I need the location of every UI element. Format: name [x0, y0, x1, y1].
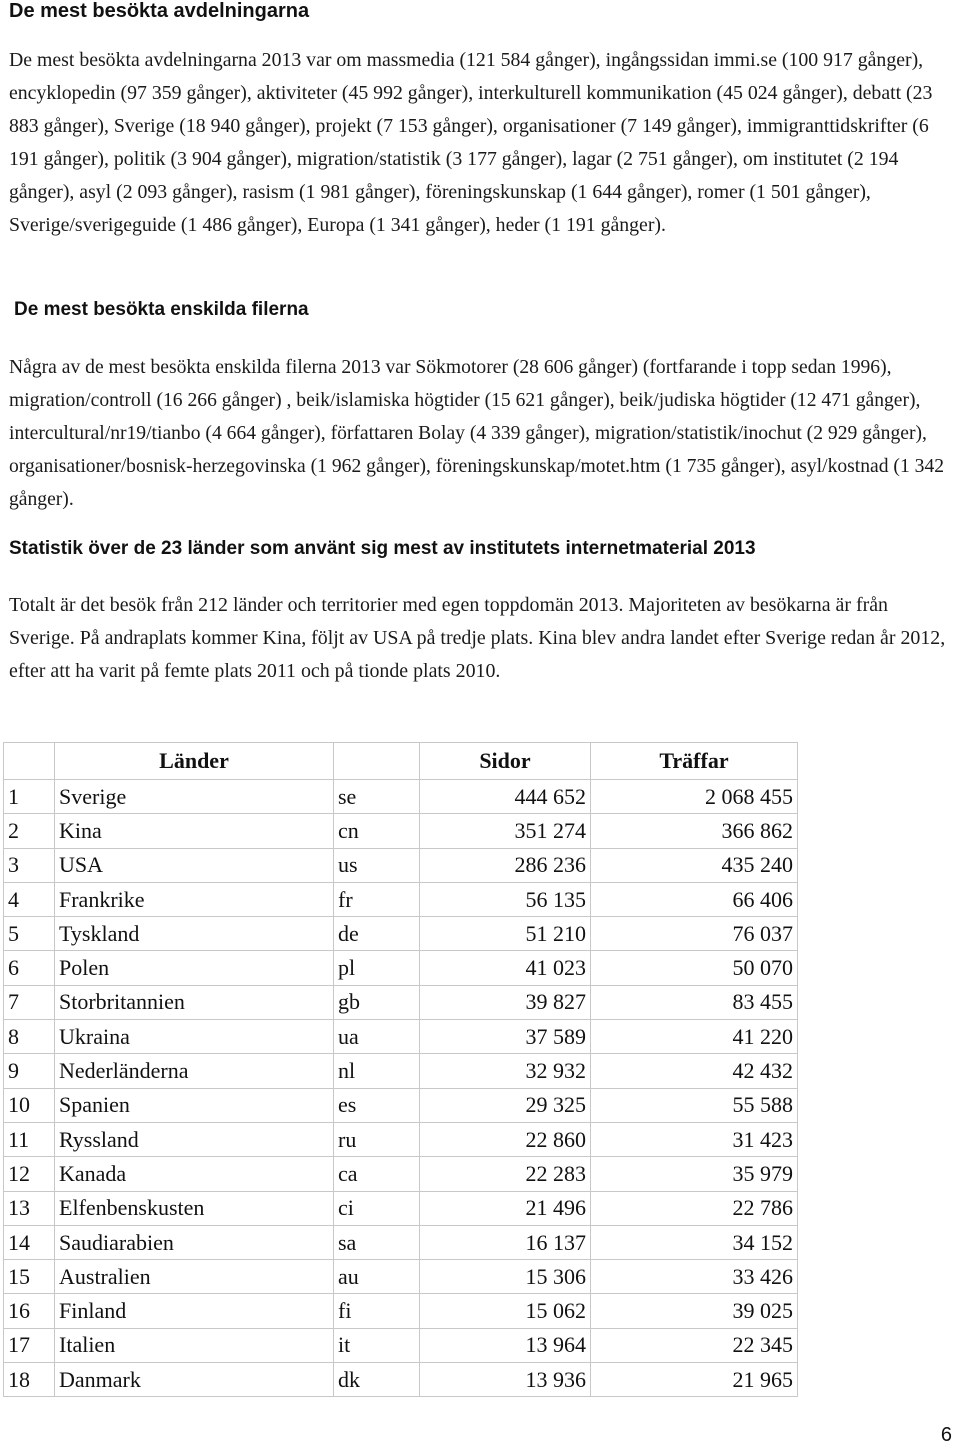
cell-rank: 15	[4, 1260, 55, 1294]
cell-pages: 13 936	[420, 1363, 591, 1397]
countries-table	[3, 742, 798, 1397]
table-row	[4, 1122, 798, 1156]
cell-hits: 22 786	[591, 1191, 798, 1225]
table-header-row	[4, 743, 798, 780]
cell-code: it	[334, 1328, 420, 1362]
table-row	[4, 917, 798, 951]
cell-rank: 17	[4, 1328, 55, 1362]
cell-code: au	[334, 1260, 420, 1294]
table-row	[4, 1020, 798, 1054]
cell-rank: 9	[4, 1054, 55, 1088]
cell-code: dk	[334, 1363, 420, 1397]
cell-hits: 33 426	[591, 1260, 798, 1294]
cell-hits: 34 152	[591, 1225, 798, 1259]
cell-rank: 5	[4, 917, 55, 951]
cell-country: Frankrike	[55, 882, 334, 916]
cell-code: se	[334, 780, 420, 814]
cell-rank: 14	[4, 1225, 55, 1259]
cell-code: nl	[334, 1054, 420, 1088]
table-row	[4, 848, 798, 882]
header-code	[334, 743, 420, 780]
cell-code: ru	[334, 1122, 420, 1156]
table-row	[4, 1088, 798, 1122]
cell-hits: 31 423	[591, 1122, 798, 1156]
cell-rank: 3	[4, 848, 55, 882]
page-number: 6	[940, 1424, 952, 1446]
cell-hits: 83 455	[591, 985, 798, 1019]
cell-hits: 435 240	[591, 848, 798, 882]
cell-hits: 55 588	[591, 1088, 798, 1122]
section-heading-files: De mest besökta enskilda filerna	[14, 299, 309, 320]
cell-pages: 21 496	[420, 1191, 591, 1225]
cell-country: Kanada	[55, 1157, 334, 1191]
table-row	[4, 1191, 798, 1225]
cell-hits: 66 406	[591, 882, 798, 916]
table-row	[4, 985, 798, 1019]
cell-rank: 16	[4, 1294, 55, 1328]
cell-country: Polen	[55, 951, 334, 985]
cell-pages: 13 964	[420, 1328, 591, 1362]
cell-code: us	[334, 848, 420, 882]
cell-rank: 13	[4, 1191, 55, 1225]
cell-pages: 22 283	[420, 1157, 591, 1191]
cell-rank: 18	[4, 1363, 55, 1397]
table-body	[4, 780, 798, 1397]
cell-code: fi	[334, 1294, 420, 1328]
table-row	[4, 1157, 798, 1191]
cell-rank: 7	[4, 985, 55, 1019]
table-row	[4, 1054, 798, 1088]
header-hits: Träffar	[591, 743, 798, 780]
cell-hits: 50 070	[591, 951, 798, 985]
cell-pages: 351 274	[420, 814, 591, 848]
cell-pages: 15 306	[420, 1260, 591, 1294]
cell-rank: 2	[4, 814, 55, 848]
cell-country: Ukraina	[55, 1020, 334, 1054]
paragraph-files: Några av de mest besökta enskilda filerna 2013 var Sökmotorer (28 606 gånger) (fortfarande i topp sedan 1996), migration/controll (16 266 gånger) , beik/islamiska högtider (15 621 gånger), beik/judiska högtider (12 471 gånger), intercultural/nr19/tianbo (4 664 gånger), författaren Bolay (4 339 gånger), migration/statistik/inochut (2 929 gånger), organisationer/bosnisk-herzegovinska (1 962 gånger), föreningskunskap/motet.htm (1 735 gånger), asyl/kostnad (1 342 gånger).	[9, 357, 945, 510]
cell-pages: 16 137	[420, 1225, 591, 1259]
paragraph-departments: De mest besökta avdelningarna 2013 var om massmedia (121 584 gånger), ingångssidan immi.se (100 917 gånger), encyklopedin (97 359 gånger), aktiviteter (45 992 gånger), interkulturell kommunikation (45 024 gånger), debatt (23 883 gånger), Sverige (18 940 gånger), projekt (7 153 gånger), organisationer (7 149 gånger), immigranttidskrifter (6 191 gånger), politik (3 904 gånger), migration/statistik (3 177 gånger), lagar (2 751 gånger), om institutet (2 194 gånger), asyl (2 093 gånger), rasism (1 981 gånger), föreningskunskap (1 644 gånger), romer (1 501 gånger), Sverige/sverigeguide (1 486 gånger), Europa (1 341 gånger), heder (1 191 gånger).	[9, 49, 933, 236]
cell-rank: 11	[4, 1122, 55, 1156]
cell-country: Storbritannien	[55, 985, 334, 1019]
cell-rank: 1	[4, 780, 55, 814]
cell-country: Australien	[55, 1260, 334, 1294]
table-row	[4, 780, 798, 814]
cell-code: cn	[334, 814, 420, 848]
paragraph-statistics: Totalt är det besök från 212 länder och territorier med egen toppdomän 2013. Majoriteten av besökarna är från Sverige. På andraplats kommer Kina, följt av USA på tredje plats. Kina blev andra landet efter Sverige redan år 2012, efter att ha varit på femte plats 2011 och på tionde plats 2010.	[9, 594, 946, 682]
cell-country: USA	[55, 848, 334, 882]
cell-rank: 12	[4, 1157, 55, 1191]
header-pages: Sidor	[420, 743, 591, 780]
table-row	[4, 882, 798, 916]
cell-pages: 51 210	[420, 917, 591, 951]
header-country: Länder	[55, 743, 334, 780]
cell-hits: 42 432	[591, 1054, 798, 1088]
cell-country: Tyskland	[55, 917, 334, 951]
cell-code: fr	[334, 882, 420, 916]
cell-code: es	[334, 1088, 420, 1122]
cell-pages: 32 932	[420, 1054, 591, 1088]
cell-pages: 56 135	[420, 882, 591, 916]
cell-hits: 76 037	[591, 917, 798, 951]
cell-hits: 21 965	[591, 1363, 798, 1397]
cell-country: Italien	[55, 1328, 334, 1362]
cell-hits: 22 345	[591, 1328, 798, 1362]
table-row	[4, 1328, 798, 1362]
cell-pages: 444 652	[420, 780, 591, 814]
cell-code: ci	[334, 1191, 420, 1225]
cell-hits: 41 220	[591, 1020, 798, 1054]
table-row	[4, 1260, 798, 1294]
cell-pages: 22 860	[420, 1122, 591, 1156]
table-row	[4, 1363, 798, 1397]
table-row	[4, 1294, 798, 1328]
cell-hits: 366 862	[591, 814, 798, 848]
cell-rank: 6	[4, 951, 55, 985]
cell-rank: 8	[4, 1020, 55, 1054]
cell-pages: 37 589	[420, 1020, 591, 1054]
cell-code: de	[334, 917, 420, 951]
cell-code: gb	[334, 985, 420, 1019]
table-row	[4, 951, 798, 985]
cell-hits: 35 979	[591, 1157, 798, 1191]
cell-code: sa	[334, 1225, 420, 1259]
cell-country: Nederländerna	[55, 1054, 334, 1088]
cell-rank: 10	[4, 1088, 55, 1122]
section-heading-departments: De mest besökta avdelningarna	[9, 0, 310, 22]
cell-country: Spanien	[55, 1088, 334, 1122]
table-row	[4, 1225, 798, 1259]
cell-pages: 41 023	[420, 951, 591, 985]
cell-hits: 39 025	[591, 1294, 798, 1328]
cell-country: Sverige	[55, 780, 334, 814]
cell-country: Danmark	[55, 1363, 334, 1397]
cell-pages: 286 236	[420, 848, 591, 882]
header-rank	[4, 743, 55, 780]
cell-code: ua	[334, 1020, 420, 1054]
cell-country: Saudiarabien	[55, 1225, 334, 1259]
cell-country: Finland	[55, 1294, 334, 1328]
cell-country: Kina	[55, 814, 334, 848]
section-heading-statistics: Statistik över de 23 länder som använt sig mest av institutets internetmaterial 2013	[9, 538, 756, 559]
cell-pages: 39 827	[420, 985, 591, 1019]
cell-rank: 4	[4, 882, 55, 916]
cell-pages: 15 062	[420, 1294, 591, 1328]
cell-code: ca	[334, 1157, 420, 1191]
cell-pages: 29 325	[420, 1088, 591, 1122]
table-row	[4, 814, 798, 848]
cell-code: pl	[334, 951, 420, 985]
cell-country: Elfenbenskusten	[55, 1191, 334, 1225]
cell-hits: 2 068 455	[591, 780, 798, 814]
cell-country: Ryssland	[55, 1122, 334, 1156]
